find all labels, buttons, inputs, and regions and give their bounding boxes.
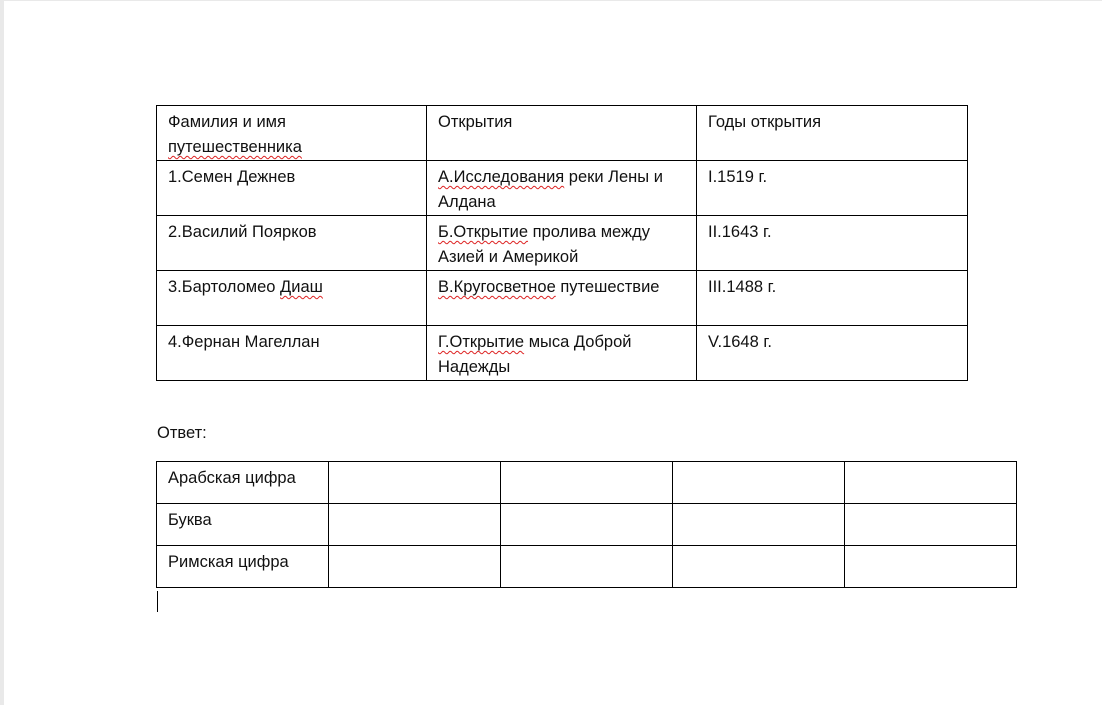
answer-empty-cell[interactable] bbox=[845, 504, 1017, 546]
answer-row-arabic bbox=[157, 462, 1017, 504]
header-name-text: Фамилия и имя bbox=[168, 113, 286, 131]
discovery-year: III.1488 г. bbox=[708, 278, 777, 296]
table-header-row bbox=[157, 106, 968, 161]
cell-traveler[interactable] bbox=[157, 216, 427, 271]
answer-empty-cell[interactable] bbox=[673, 546, 845, 588]
answer-empty-cell[interactable] bbox=[845, 546, 1017, 588]
table-row bbox=[157, 326, 968, 381]
discovery-text: реки Лены и Алдана bbox=[438, 168, 663, 211]
answer-empty-cell[interactable] bbox=[329, 504, 501, 546]
table-row bbox=[157, 161, 968, 216]
discovery-spellcheck-word: Б.Открытие bbox=[438, 223, 529, 241]
discovery-year: V.1648 г. bbox=[708, 333, 772, 351]
answer-empty-cell[interactable] bbox=[845, 462, 1017, 504]
discoveries-matching-table bbox=[156, 105, 968, 381]
header-cell-discoveries[interactable] bbox=[427, 106, 697, 161]
discovery-spellcheck-word: В.Кругосветное bbox=[438, 278, 556, 296]
answer-row-label-cell[interactable] bbox=[157, 546, 329, 588]
table-row bbox=[157, 271, 968, 326]
header-cell-name[interactable] bbox=[157, 106, 427, 161]
answer-row-label: Арабская цифра bbox=[168, 469, 296, 487]
header-name-spellcheck-word: путешественника bbox=[168, 138, 302, 156]
cell-discovery[interactable] bbox=[427, 216, 697, 271]
answer-row-label: Римская цифра bbox=[168, 553, 289, 571]
cell-traveler[interactable] bbox=[157, 326, 427, 381]
cell-year[interactable] bbox=[697, 216, 968, 271]
answer-empty-cell[interactable] bbox=[501, 546, 673, 588]
answer-empty-cell[interactable] bbox=[501, 462, 673, 504]
answer-table bbox=[156, 461, 1017, 588]
cell-discovery[interactable] bbox=[427, 271, 697, 326]
answer-empty-cell[interactable] bbox=[329, 546, 501, 588]
answer-row-label-cell[interactable] bbox=[157, 462, 329, 504]
header-discoveries-text: Открытия bbox=[438, 113, 513, 131]
answer-row-letter bbox=[157, 504, 1017, 546]
header-cell-years[interactable] bbox=[697, 106, 968, 161]
discovery-text: пролива между Азией и Америкой bbox=[438, 223, 650, 266]
discovery-text: путешествие bbox=[555, 278, 660, 296]
traveler-name: 1.Семен Дежнев bbox=[168, 168, 296, 186]
discovery-year: I.1519 г. bbox=[708, 168, 768, 186]
answer-empty-cell[interactable] bbox=[673, 462, 845, 504]
discovery-spellcheck-word: Г.Открытие bbox=[438, 333, 525, 351]
discovery-year: II.1643 г. bbox=[708, 223, 772, 241]
cell-discovery[interactable] bbox=[427, 161, 697, 216]
traveler-name: 3.Бартоломео bbox=[168, 278, 281, 296]
traveler-name-spellcheck-word: Диаш bbox=[280, 278, 323, 296]
cell-discovery[interactable] bbox=[427, 326, 697, 381]
cell-traveler[interactable] bbox=[157, 271, 427, 326]
answer-empty-cell[interactable] bbox=[501, 504, 673, 546]
cell-year[interactable] bbox=[697, 271, 968, 326]
table-row bbox=[157, 216, 968, 271]
discovery-spellcheck-word: А.Исследования bbox=[438, 168, 565, 186]
answer-empty-cell[interactable] bbox=[329, 462, 501, 504]
answer-row-label-cell[interactable] bbox=[157, 504, 329, 546]
cell-traveler[interactable] bbox=[157, 161, 427, 216]
cell-year[interactable] bbox=[697, 326, 968, 381]
header-years-text: Годы открытия bbox=[708, 113, 822, 131]
answer-row-roman bbox=[157, 546, 1017, 588]
text-cursor bbox=[157, 591, 158, 612]
answer-row-label: Буква bbox=[168, 511, 212, 529]
cell-year[interactable] bbox=[697, 161, 968, 216]
answer-label[interactable]: Ответ: bbox=[157, 424, 207, 442]
traveler-name: 4.Фернан Магеллан bbox=[168, 333, 320, 351]
answer-empty-cell[interactable] bbox=[673, 504, 845, 546]
discovery-text: мыса Доброй Надежды bbox=[438, 333, 632, 376]
traveler-name: 2.Василий Поярков bbox=[168, 223, 317, 241]
